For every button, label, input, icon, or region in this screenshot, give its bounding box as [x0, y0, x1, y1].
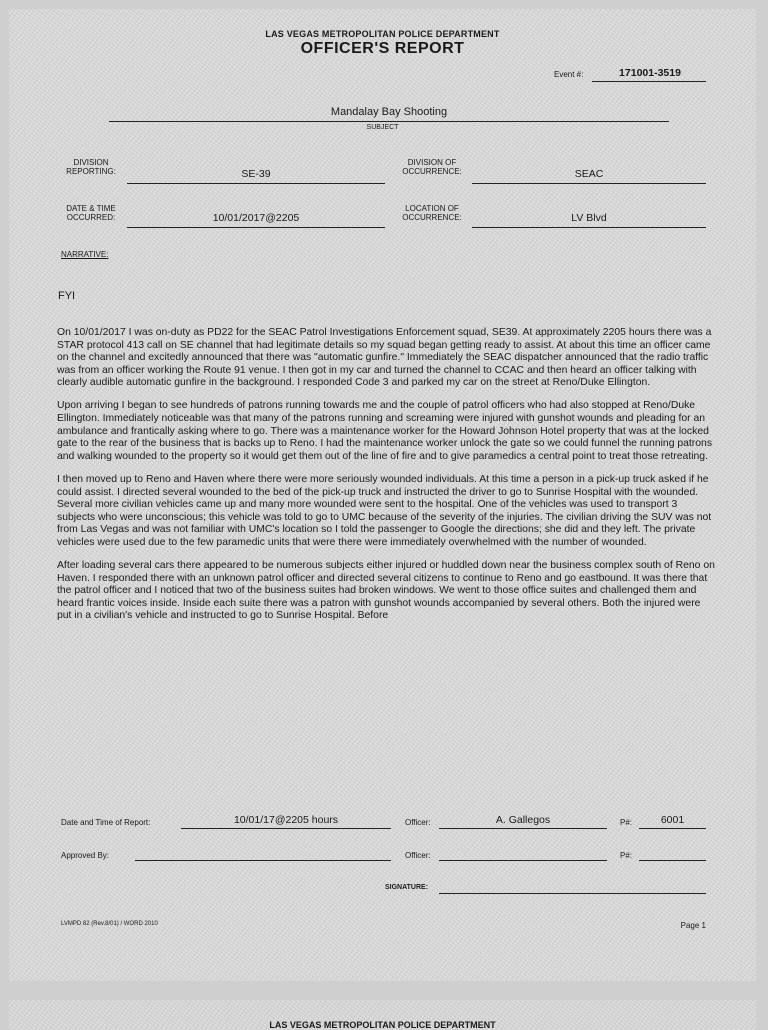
division-occurrence-line: [472, 183, 706, 184]
approved-by-label: Approved By:: [61, 851, 110, 860]
p-number-value: 6001: [660, 814, 685, 826]
department-name: LAS VEGAS METROPOLITAN POLICE DEPARTMENT: [265, 29, 500, 39]
report-title: OFFICER'S REPORT: [300, 40, 465, 57]
subject-label: SUBJECT: [366, 124, 399, 131]
division-occurrence-label-1: DIVISION OF: [407, 158, 457, 167]
division-reporting-line: [127, 183, 385, 184]
narrative-paragraph: After loading several cars there appeared to be numerous subjects either injured or huddled down near the business complex south of Reno on Haven. I responded there with an unknown patrol officer and directed several citizens to continue to Reno and go eastbound. It was there that the patrol officer and I noticed that two of the business suites had broken windows. We went to those office suites and challenged them and heard frantic voices inside. Inside each suite there was a patron with gunshot wounds accompanied by several others. Both the injured were put in a civilian's vehicle and instructed to go to Sunrise Hospital. Before: [57, 560, 715, 622]
subject-value: Mandalay Bay Shooting: [330, 106, 448, 118]
p-number-line: [639, 828, 706, 829]
division-reporting-label-1: DIVISION: [73, 158, 109, 167]
date-time-label-1: DATE & TIME: [66, 204, 116, 213]
page-number: Page 1: [680, 921, 706, 930]
signature-line: [439, 893, 706, 894]
location-line: [472, 227, 706, 228]
date-time-line: [127, 227, 385, 228]
division-reporting-label-2: REPORTING:: [66, 167, 116, 176]
narrative-paragraph: Upon arriving I began to see hundreds of patrons running towards me and the couple of patrol officers who had also stopped at Reno/Duke Ellington. Immediately noticeable was that many of the patrons running and screaming were injured with gunshot wounds and pleading for an ambulance and frantically asking where to go. There was a maintenance worker for the Howard Johnson Hotel property that was at the locked gate to the rear of the business that is backs up to Reno. I had the maintenance worker unlock the gate so we could funnel the running patrons and walking wounded to the property so it would get them out of the line of fire and to give paramedics a central point to treat those retreating.: [57, 400, 713, 462]
narrative-paragraph: On 10/01/2017 I was on-duty as PD22 for the SEAC Patrol Investigations Enforcement squad, SE39. At approximately 2205 hours there was a STAR protocol 413 call on SE channel that had legitimate details so my squad began getting ready to assist. At about this time an officer came on the channel and excitedly announced that there was "automatic gunfire." Immediately the SEAC dispatcher announced that the radio traffic was from an officer working the Route 91 venue. I then got in my car and turned the channel to CCAC and then heard an officer talking with clearly audible automatic gunfire in the background. I responded Code 3 and parked my car on the street at Reno/Duke Ellington.: [57, 327, 712, 389]
subject-line: [109, 121, 669, 122]
signature-label: SIGNATURE:: [385, 884, 429, 891]
division-occurrence-value: SEAC: [574, 168, 604, 180]
location-label-2: OCCURRENCE:: [402, 213, 462, 222]
form-id: LVMPD 82 (Rev.8/01) / WORD 2010: [61, 921, 158, 927]
narrative-label: NARRATIVE:: [61, 250, 109, 259]
date-time-value: 10/01/2017@2205: [212, 212, 300, 224]
p2-line: [639, 860, 706, 861]
report-datetime-line: [181, 828, 391, 829]
officer-name: A. Gallegos: [495, 814, 551, 826]
officer-label: Officer:: [405, 818, 431, 827]
report-page: [9, 9, 756, 981]
report-datetime-label: Date and Time of Report:: [61, 818, 151, 827]
p-number-label: P#:: [620, 818, 633, 827]
officer2-line: [439, 860, 607, 861]
p2-label: P#:: [620, 851, 633, 860]
narrative-fyi: FYI: [58, 290, 76, 302]
location-value: LV Blvd: [571, 212, 607, 224]
event-number-line: [592, 81, 706, 82]
date-time-label-2: OCCURRED:: [66, 213, 116, 222]
division-reporting-value: SE-39: [241, 168, 271, 180]
officer-line: [439, 828, 607, 829]
location-label-1: LOCATION OF: [405, 204, 459, 213]
event-label: Event #:: [554, 70, 584, 79]
next-page-strip: [9, 1000, 756, 1030]
report-datetime-value: 10/01/17@2205 hours: [233, 814, 339, 826]
event-number: 171001-3519: [619, 67, 681, 79]
narrative-body: [57, 327, 717, 633]
division-occurrence-label-2: OCCURRENCE:: [402, 167, 462, 176]
next-page-department: LAS VEGAS METROPOLITAN POLICE DEPARTMENT: [269, 1020, 496, 1030]
officer2-label: Officer:: [405, 851, 431, 860]
narrative-paragraph: I then moved up to Reno and Haven where there were more seriously wounded individuals. At this time a person in a pick-up truck asked if he could assist. I directed several wounded to the bed of the pick-up truck and instructed the driver to go to Sunrise Hospital with the wounded. Several more civilian vehicles came up and many more wounded were sent to the hospital. One of the vehicles was used to transport 3 subjects who were unconscious; this vehicle was told to go to UMC because of the severity of the injuries. The civilian driving the SUV was not from Las Vegas and was not familiar with UMC's location so I told the passenger to Google the directions; she did and they left. The private vehicles were used due to the few paramedic units that were there were immediately overwhelmed with the number of wounded.: [57, 473, 712, 548]
approved-by-line: [135, 860, 391, 861]
